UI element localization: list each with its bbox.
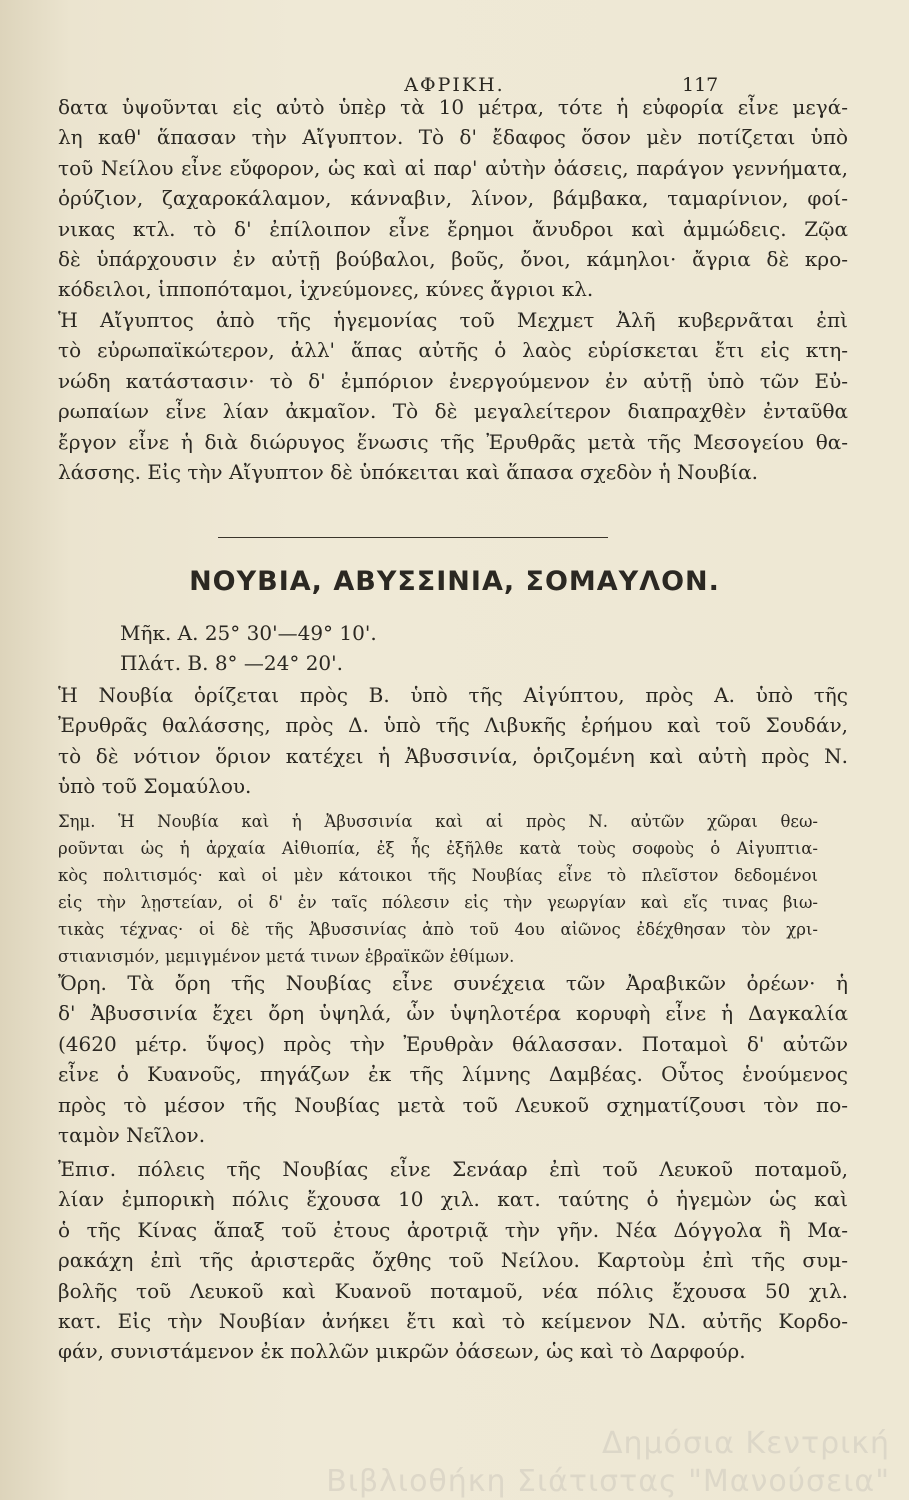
text-line: ρωπαίων εἶνε λίαν ἀκμαῖον. Τὸ δὲ μεγαλείτερον διαπραχθὲν ἐνταῦθα [58, 399, 848, 424]
note-line: στιανισμόν, μεμιγμένον μετά τινων ἑβραϊκῶν ἐθίμων. [58, 947, 515, 966]
text-line: φάν, συνιστάμενον ἐκ πολλῶν μικρῶν ὀάσεων, ὡς καὶ τὸ Δαρφούρ. [58, 1339, 746, 1364]
text-line: Ὄρη. Τὰ ὄρη τῆς Νουβίας εἶνε συνέχεια τῶν Ἀραβικῶν ὀρέων· ἡ [58, 971, 848, 995]
text-line: λίαν ἐμπορικὴ πόλις ἔχουσα 10 χιλ. κατ. ταύτης ὁ ἡγεμὼν ὡς καὶ [58, 1187, 848, 1212]
note-line: Σημ. Ἡ Νουβία καὶ ἡ Ἀβυσσινία καὶ αἱ πρὸς Ν. αὐτῶν χῶραι θεω- [58, 812, 818, 831]
text-line: ὀρύζιον, ζαχαροκάλαμον, κάνναβιν, λίνον, βάμβακα, ταμαρίνιον, φοί- [58, 186, 848, 211]
page-number: 117 [682, 74, 719, 96]
paragraph-egypt-fertility [58, 92, 848, 305]
text-line: νικας κτλ. τὸ δ' ἐπίλοιπον εἶνε ἔρημοι ἄνυδροι καὶ ἀμμώδεις. Ζῷα [58, 216, 848, 241]
text-line: ὁ τῆς Κίνας ἅπαξ τοῦ ἐτους ἀροτριᾷ τὴν γῆν. Νέα Δόγγολα ἢ Μα- [58, 1217, 848, 1242]
text-line: ὑπὸ τοῦ Σομαύλου. [58, 774, 252, 799]
library-watermark [130, 1425, 890, 1500]
text-line: Ἡ Νουβία ὁρίζεται πρὸς Β. ὑπὸ τῆς Αἰγύπτου, πρὸς Α. ὑπὸ τῆς [58, 683, 848, 707]
text-line: ρακάχη ἐπὶ τῆς ἀριστερᾶς ὄχθης τοῦ Νείλου. Καρτοὺμ ἐπὶ τῆς συμ- [58, 1248, 848, 1273]
watermark-line-2: Βιβλιοθήκη Σιάτιστας "Μανούσεια" [326, 1464, 890, 1499]
text-line: λη καθ' ἅπασαν τὴν Αἴγυπτον. Τὸ δ' ἔδαφος ὅσον μὲν ποτίζεται ὑπὸ [58, 125, 848, 150]
text-line: τὸ εὐρωπαϊκώτερον, ἀλλ' ἅπας αὐτῆς ὁ λαὸς εὑρίσκεται ἔτι εἰς κτη- [58, 338, 848, 363]
text-line: δ' Ἀβυσσινία ἔχει ὄρη ὑψηλά, ὧν ὑψηλοτέρα κορυφὴ εἶνε ἡ Δαγκαλία [58, 1001, 848, 1026]
text-line: τὸ δὲ νότιον ὅριον κατέχει ἡ Ἀβυσσινία, ὁριζομένη καὶ αὐτὴ πρὸς Ν. [58, 743, 848, 768]
text-line: (4620 μέτρ. ὕψος) πρὸς τὴν Ἐρυθρὰν θάλασσαν. Ποταμοὶ δ' αὐτῶν [58, 1031, 848, 1056]
note-line: κὸς πολιτισμός· καὶ οἱ μὲν κάτοικοι τῆς Νουβίας εἶνε τὸ πλεῖστον δεδομένοι [58, 866, 818, 885]
paragraph-note-ethiopia [58, 808, 818, 970]
note-line: τικὰς τέχνας· οἱ δὲ τῆς Ἀβυσσινίας ἀπὸ τοῦ 4ου αἰῶνος ἐδέχθησαν τὸν χρι- [58, 920, 818, 939]
paragraph-nubia-borders [58, 680, 848, 802]
latitude-line: Πλάτ. Β. 8° —24° 20'. [120, 651, 344, 676]
text-line: νώδη κατάστασιν· τὸ δ' ἐμπόριον ἐνεργούμενον ἐν αὐτῇ ὑπὸ τῶν Εὐ- [58, 368, 848, 393]
watermark-line-1: Δημόσια Κεντρική [601, 1426, 890, 1461]
text-line: κατ. Εἰς τὴν Νουβίαν ἀνήκει ἔτι καὶ τὸ κείμενον ΝΔ. αὐτῆς Κορδο- [58, 1308, 848, 1333]
paragraph-cities [58, 1154, 848, 1367]
coordinates-block [120, 618, 620, 679]
paragraph-egypt-government [58, 305, 848, 487]
text-line: εἶνε ὁ Κυανοῦς, πηγάζων ἐκ τῆς λίμνης Δαμβέας. Οὗτος ἑνούμενος [58, 1062, 848, 1087]
text-line: βολῆς τοῦ Λευκοῦ καὶ Κυανοῦ ποταμοῦ, νέα πόλις ἔχουσα 50 χιλ. [58, 1278, 848, 1303]
section-divider [218, 537, 608, 538]
note-line: ροῦνται ὡς ἡ ἀρχαία Αἰθιοπία, ἐξ ἧς ἐξῆλθε κατὰ τοὺς σοφοὺς ὁ Αἰγυπτια- [58, 839, 818, 858]
section-heading: ΝΟΥΒΙΑ, ΑΒΥΣΣΙΝΙΑ, ΣΟΜΑΥΛΟΝ. [189, 566, 720, 597]
text-line: δὲ ὑπάρχουσιν ἐν αὐτῇ βούβαλοι, βοῦς, ὄνοι, κάμηλοι· ἄγρια δὲ κρο- [58, 246, 848, 271]
text-line: ἔργον εἶνε ἡ διὰ διώρυγος ἕνωσις τῆς Ἐρυθρᾶς μετὰ τῆς Μεσογείου θα- [58, 429, 848, 454]
text-line: τοῦ Νείλου εἶνε εὔφορον, ὡς καὶ αἱ παρ' αὐτὴν ὀάσεις, παράγον γεννήματα, [58, 155, 848, 180]
text-line: πρὸς τὸ μέσον τῆς Νουβίας μετὰ τοῦ Λευκοῦ σχηματίζουσι τὸν πο- [58, 1092, 848, 1117]
text-line: Ἡ Αἴγυπτος ἀπὸ τῆς ἡγεμονίας τοῦ Μεχμετ Ἀλῆ κυβερνᾶται ἐπὶ [58, 308, 848, 332]
text-line: δατα ὑψοῦνται εἰς αὐτὸ ὑπὲρ τὰ 10 μέτρα, τότε ἡ εὐφορία εἶνε μεγά- [58, 95, 848, 119]
text-line: κόδειλοι, ἱπποπόταμοι, ἰχνεύμονες, κύνες ἄγριοι κλ. [58, 277, 594, 302]
note-line: εἰς τὴν λῃστείαν, οἱ δ' ἐν ταῖς πόλεσιν εἰς τὴν γεωργίαν καὶ εἴς τινας βιω- [58, 893, 818, 912]
text-line: ταμὸν Νεῖλον. [58, 1122, 206, 1147]
text-line: Ἐπισ. πόλεις τῆς Νουβίας εἶνε Σενάαρ ἐπὶ τοῦ Λευκοῦ ποταμοῦ, [58, 1157, 848, 1181]
longitude-line: Μῆκ. Α. 25° 30'—49° 10'. [120, 621, 377, 645]
text-line: Ἐρυθρᾶς θαλάσσης, πρὸς Δ. ὑπὸ τῆς Λιβυκῆς ἐρήμου καὶ τοῦ Σουδάν, [58, 713, 848, 738]
running-header: ΑΦΡΙΚΗ. [404, 74, 505, 96]
text-line: λάσσης. Εἰς τὴν Αἴγυπτον δὲ ὑπόκειται καὶ ἅπασα σχεδὸν ἡ Νουβία. [58, 459, 758, 484]
paragraph-mountains-rivers [58, 968, 848, 1150]
